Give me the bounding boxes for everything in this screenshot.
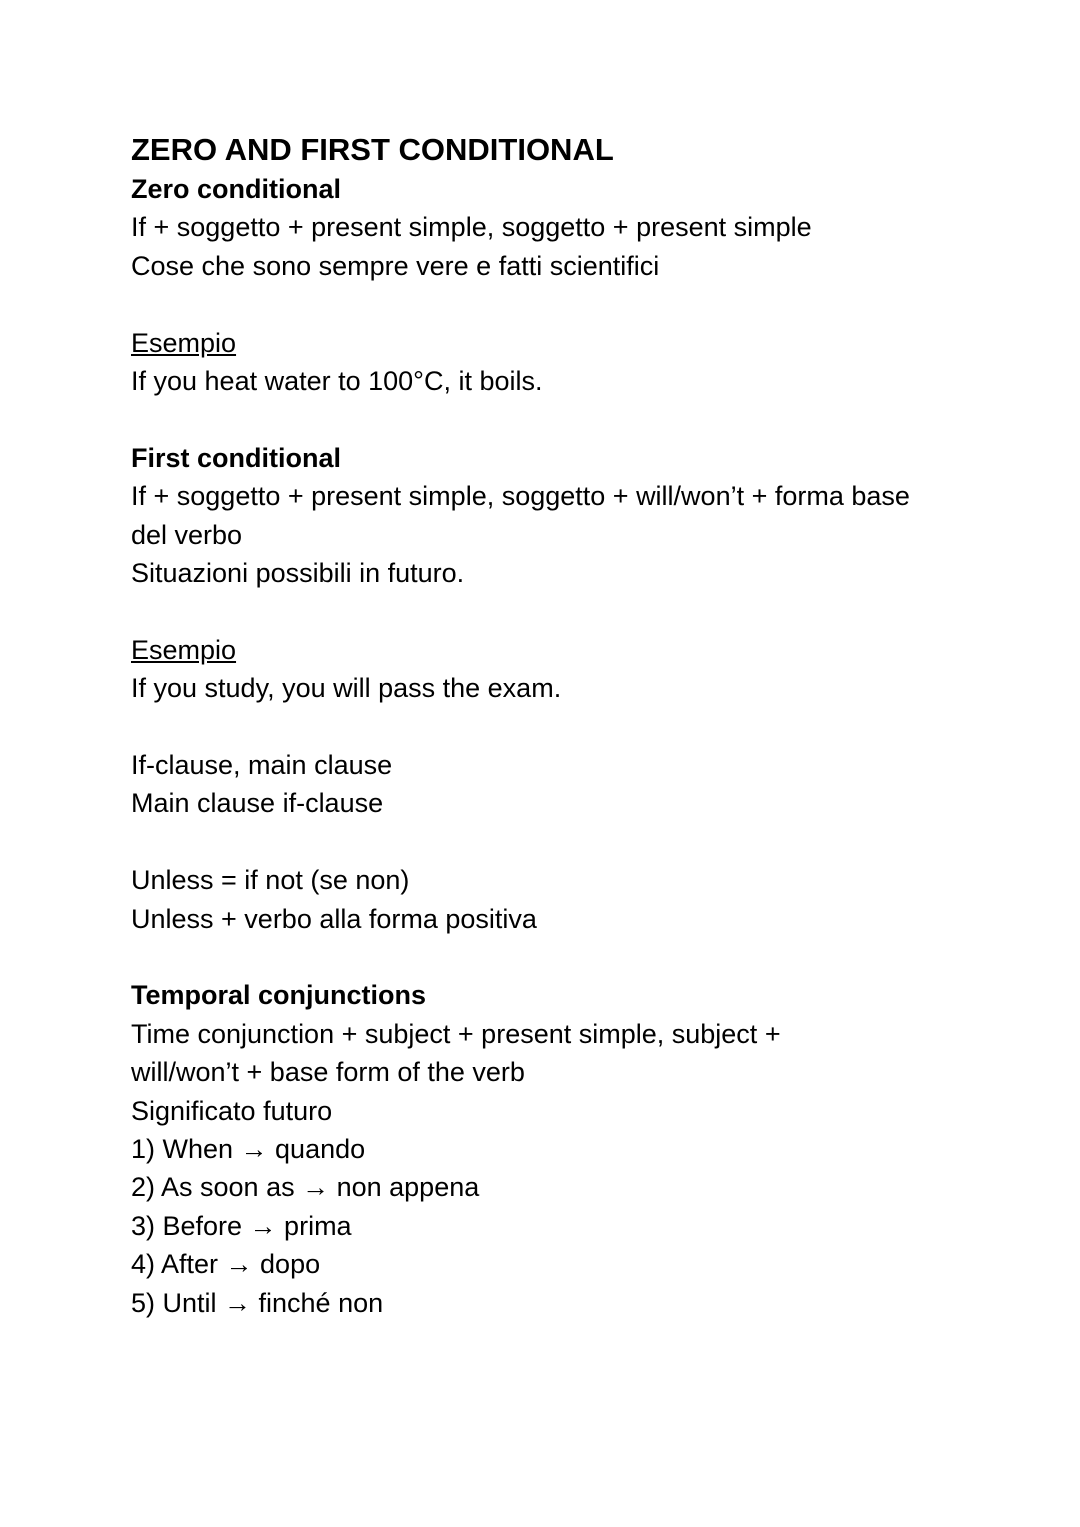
order-line: If-clause, main clause bbox=[131, 750, 393, 781]
page-title: ZERO AND FIRST CONDITIONAL bbox=[131, 132, 614, 167]
first-heading: First conditional bbox=[131, 442, 342, 473]
list-item: 1) When → quando bbox=[131, 1134, 366, 1165]
zero-heading: Zero conditional bbox=[131, 174, 342, 204]
document-content bbox=[131, 130, 951, 1322]
list-item: 5) Until → finché non bbox=[131, 1287, 384, 1318]
unless-line: Unless + verbo alla forma positiva bbox=[131, 903, 537, 934]
temporal-rule: Time conjunction + subject + present simple, subject + will/won’t + base form of the verb bbox=[131, 1018, 781, 1088]
temporal-heading: Temporal conjunctions bbox=[131, 980, 427, 1011]
zero-example: If you heat water to 100°C, it boils. bbox=[131, 366, 543, 397]
first-example-label: Esempio bbox=[131, 634, 237, 665]
first-desc: Situazioni possibili in futuro. bbox=[131, 558, 465, 589]
order-line: Main clause if-clause bbox=[131, 788, 384, 819]
list-item: 3) Before → prima bbox=[131, 1210, 352, 1241]
unless-line: Unless = if not (se non) bbox=[131, 865, 410, 896]
zero-example-label: Esempio bbox=[131, 327, 237, 358]
list-item: 2) As soon as → non appena bbox=[131, 1172, 480, 1203]
zero-rule: If + soggetto + present simple, soggetto + present simple bbox=[131, 212, 812, 243]
temporal-meaning: Significato futuro bbox=[131, 1095, 333, 1126]
first-rule: If + soggetto + present simple, soggetto + will/won’t + forma base del verbo bbox=[131, 481, 910, 550]
zero-desc: Cose che sono sempre vere e fatti scientifici bbox=[131, 250, 660, 281]
list-item: 4) After → dopo bbox=[131, 1249, 321, 1280]
first-example: If you study, you will pass the exam. bbox=[131, 673, 562, 704]
